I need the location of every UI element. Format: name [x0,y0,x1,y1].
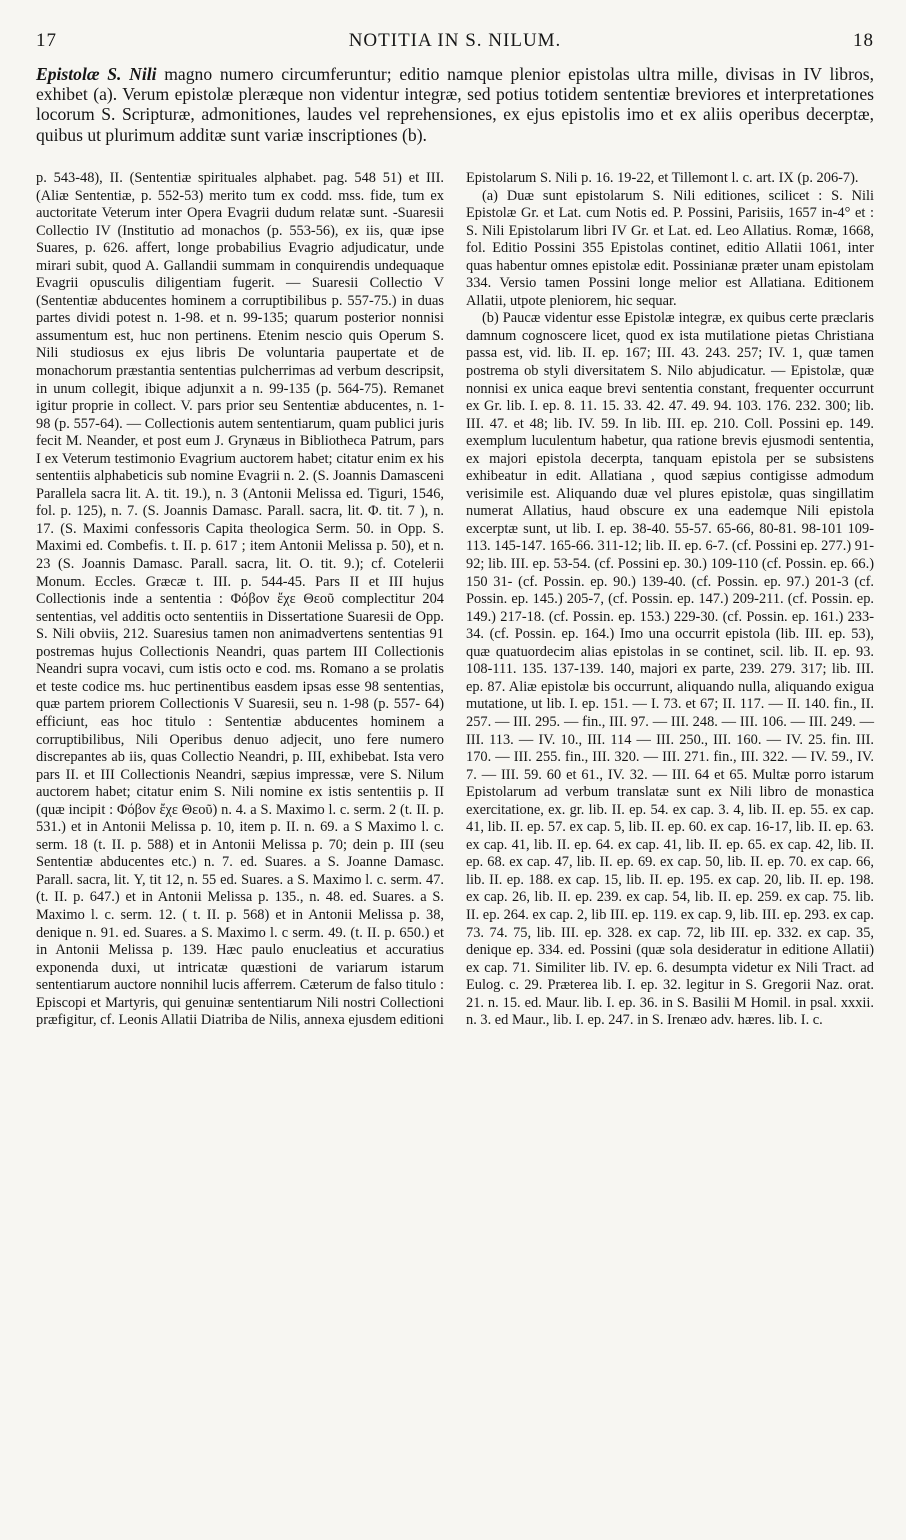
page [36,30,874,145]
page-number-left: 17 [36,30,57,51]
footnote-column-left [36,170,444,1030]
intro-text: magno numero circumferuntur; editio namque plenior epistolas ultra mille, divisas in IV libros, exhibet (a). Verum epistolæ pleræque non videntur integræ, sed potius totidem sententiæ breviores et interpretationes locorum S. Scripturæ, admonitiones, laudes vel reprehensiones, ex ejus epistolis imo et ex aliis operibus decerptæ, quibus ut plurimum additæ sunt variæ inscriptiones (b). [36,64,874,145]
intro-lead: Epistolæ S. Nili [36,64,157,84]
footnotes [36,170,874,1030]
running-head [36,30,874,56]
running-title: NOTITIA IN S. NILUM. [348,30,562,51]
page-number-right: 18 [853,30,874,51]
intro-paragraph [36,64,874,145]
right-note-continuation: Epistolarum S. Nili p. 16. 19-22, et Tillemont l. c. art. IX (p. 206-7). [466,170,859,186]
left-note-paragraph: p. 543-48), II. (Sententiæ spirituales alphabet. pag. 548 51) et III. (Aliæ Sententiæ, p. 552-53) merito tum ex codd. mss. fide, tum ex auctoritate Veterum inter Opera Evagrii dudum relatæ sunt. -Suaresii Collectio IV (Institutio ad monachos (p. 553-56), ex iis, quæ ipse Suares, p. 626. affert, longe probabilius Evagrio adjudicatur, unde mirari subit, quod A. Gallandii summam in conquirendis undequaque Evagrii opusculis diligentiam fugerit. — Suaresii Collectio V (Sententiæ abducentes hominem a corruptibilibus p. 557-75.) in duas partes dividi potest n. 1-98. et n. 99-135; quarum posterior nonnisi assumentum est, huc non pertinens. Etenim nescio quis Operum S. Nili studiosus ex ejus libris De voluntaria paupertate et de monachorum præstantia sententias pulcherrimas ad verbum descripsit, in unum collegit, ibique adjunxit a n. 99-135 (p. 564-75). Remanet igitur proprie in collect. V. pars prior seu Sententiæ abducentes, n. 1-98 (p. 557-64). — Collectionis autem sententiarum, quam publici juris fecit M. Neander, et post eum J. Grynæus in Bibliotheca Patrum, pars I ex Veterum testimonio Evagrium auctorem habet; citatur enim ex his sententiis alphabeticis sub nomine Evagrii n. 2. (S. Joannis Damasceni Parallela sacra lit. A. tit. 19.), n. 3 (Antonii Melissa ed. Tiguri, 1546, fol. p. 125), n. 7. (S. Joannis Damasc. Parall. sacra, lit. Φ. tit. 7 ), n. 17. (S. Maximi confessoris Capita theologica Serm. 50. in Opp. S. Maximi ed. Combefis. t. II. p. 617 ; item Antonii Melissa p. 50), et n. 23 (S. Joannis Damasc. Parall. sacra, lit. O. tit. 9.); cf. Cotelerii Monum. Eccles. Græcæ t. III. p. 544-45. Pars II et III hujus Collectionis inde a sententia : Φόβον ἔχε Θεοῦ complectitur 204 sententias, vel additis octo sententiis in Dissertatione Suaresii de Opp. S. Nili obviis, 212. Suaresius tamen non animadvertens sententias 91 postremas hujus Collectionis Neandri, quas partem III Collectionis Neandri supra vocavi, cum istis octo e cod. ms. Romano a se prolatis et teste codice ms. huc pertinentibus easdem ipsas esse 98 sententias, quæ partem priorem Collectionis V Suaresii, seu n. 1-98 (p. 557- 64) efficiunt, eas hoc titulo : Sententiæ abducentes hominem a corruptibilibus, Nili Operibus denuo adjecit, uno fere numero discrepantes ab iis, quas Collectio Neandri, p. III, exhibebat. Ista vero pars II. et III Collectionis Neandri, sæpius impressæ, vere S. Nilum auctorem habet; citatur enim S. Nili nomine ex istis sententiis p. II (quæ incipit : Φόβον ἔχε Θεοῦ) n. 4. a S. Maximo l. c. serm. 2 (t. II. p. 531.) et in Antonii Melissa p. 10, item p. II. n. 69. a S Maximo l. c. serm. 18 (t. II. p. 588) et in Antonii Melissa p. 70; dein p. III (seu Sententiæ abducentes etc.) n. 7. ed. Suares. a S. Joanne Damasc. Parall. sacra, lit. Υ, tit 12, n. 55 ed. Suares. a S. Maximo l. c. serm. 47. (t. II. p. 647.) et in Antonii Melissa p. 135., n. 48. ed. Suares. a S. Maximo l. c. serm. 12. ( t. II. p. 568) et in Antonii Melissa p. 38, denique n. 91. ed. Suares. a S. Maximo l. c serm. 49. (t. II. p. 650.) et in Antonii Melissa p. 139. Hæc paulo enucleatius et accuratius exponenda duxi, ut intricatæ quæstioni de variarum istarum sententiarum auctore nonnihil lucis afferrem. Cæterum de falso titulo : Episcopi et Martyris, qui genuinæ sententiarum Nili nostri Collectioni præfigitur, cf. Leonis Allatii Diatriba de Nilis, annexa ejusdem editioni [36,170,444,1029]
footnote-column-right [466,170,874,1030]
footnote-b: (b) Paucæ videntur esse Epistolæ integræ, ex quibus certe præclaris damnum cognoscere licet, quod ex ista mutilatione pietas Christiana passa est, vid. lib. II. ep. 167; III. 43. 243. 257; IV. 1, quæ tamen postrema ob styli diversitatem S. Nilo abjudicatur. — Epistolæ, quæ nonnisi ex unica eaque brevi sententia constant, frequenter occurrunt ex Gr. lib. I. ep. 8. 11. 15. 33. 42. 47. 49. 94. 103. 176. 232. 300; lib. III. 47. et 48; lib. IV. 59. In lib. III. ep. 210. Coll. Possini ep. 149. exemplum luculentum habetur, qua ratione brevis ejusmodi sententia, ex majori epistola decerpta, tanquam epistola per se subsistens exhibeatur in edit. Allatiana , quod sæpius contigisse admodum verisimile est. Aliquando duæ vel plures epistolæ, quas singillatim numerat Allatius, haud obscure ex una eademque Nili epistola excerptæ sunt, ut lib. I. ep. 38-40. 55-57. 65-66, 80-81. 98-101 109-113. 145-147. 165-66. 311-12; lib. II. ep. 6-7. (cf. Possini ep. 277.) 91-92; lib. III. ep. 53-54. (cf. Possini ep. 30.) 109-110 (cf. Possin. ep. 66.) 150 31- (cf. Possin. ep. 90.) 139-40. (cf. Possin. ep. 97.) 201-3 (cf. Possin. ep. 145.) 205-7, (cf. Possin. ep. 147.) 209-211. (cf. Possin. ep. 149.) 217-18. (cf. Possin. ep. 153.) 229-30. (cf. Possin. ep. 161.) 233-34. (cf. Possin. ep. 164.) Imo una occurrit epistola (lib. III. ep. 53), quæ quatuordecim alias epistolas in se continet, scil. lib. II. ep. 93. 108-111. 135. 137-139. 140, majori ex parte, 239. 279. 317; lib. III. ep. 87. Aliæ epistolæ bis occurrunt, aliquando nulla, aliquando exigua mutatione, ut lib. I. ep. 151. — I. 73. et 67; II. 117. — II. 140. fin., II. 257. — III. 295. — fin., III. 97. — III. 248. — III. 106. — III. 249. — III. 113. — IV. 10., III. 114 — III. 250., III. 160. — IV. 25. fin. III. 170. — III. 255. fin., III. 320. — III. 271. fin., III. 322. — IV. 59., IV. 7. — III. 59. 60 et 61., IV. 32. — III. 64 et 65. Multæ porro istarum Epistolarum ad verbum translatæ sunt ex Nili libro de monastica exercitatione, ex. gr. lib. II. ep. 54. ex cap. 3. 4, lib. II. ep. 55. ex cap. 41, lib. II. ep. 57. ex cap. 5, lib. II. ep. 60. ex cap. 16-17, lib. II. ep. 63. ex cap. 41, lib. II. ep. 64. ex cap. 41, lib. II. ep. 65. ex cap. 42, lib. II. ep. 68. ex cap. 47, lib. II. ep. 69. ex cap. 50, lib. II. ep. 70. ex cap. 66, lib. II. ep. 188. ex cap. 15, lib. II. ep. 195. ex cap. 20, lib. II. ep. 198. ex cap. 26, lib. II. ep. 239. ex cap. 54, lib. II. ep. 259. ex cap. 75. lib. II. ep. 264. ex cap. 2, lib III. ep. 119. ex cap. 9, lib. III. ep. 293. ex cap. 73. 74. 75, lib. III. ep. 328. ex cap. 72, lib III. ep. 332. ex cap. 35, denique ep. 334. ed. Possini (quæ sola desideratur in editione Allatii) ex cap. 71. Similiter lib. IV. ep. 6. desumpta videtur ex Nili Tract. ad Eulog. c. 29. Præterea lib. I. ep. 32. legitur in S. Gregorii Naz. orat. 21. n. 15. ed. Maur. lib. I. ep. 36. in S. Basilii M Homil. in psal. xxxii. n. 3. ed Maur., lib. I. ep. 247. in S. Irenæo adv. hæres. lib. I. c. [466,310,874,1029]
footnote-a: (a) Duæ sunt epistolarum S. Nili editiones, scilicet : S. Nili Epistolæ Gr. et Lat. cum Notis ed. P. Possini, Parisiis, 1657 in-4° et : S. Nili Epistolarum libri IV Gr. et Lat. ed. Leo Allatius. Romæ, 1668, fol. Editio Possini 355 Epistolas continet, editio Allatii 1061, inter quas habentur omnes epistolæ edit. Possinianæ præter unam epistolam 334. Versio tamen Possini longe melior est Allatiana. Editionem Allatii, utpote pleniorem, hic sequar. [466,187,874,309]
